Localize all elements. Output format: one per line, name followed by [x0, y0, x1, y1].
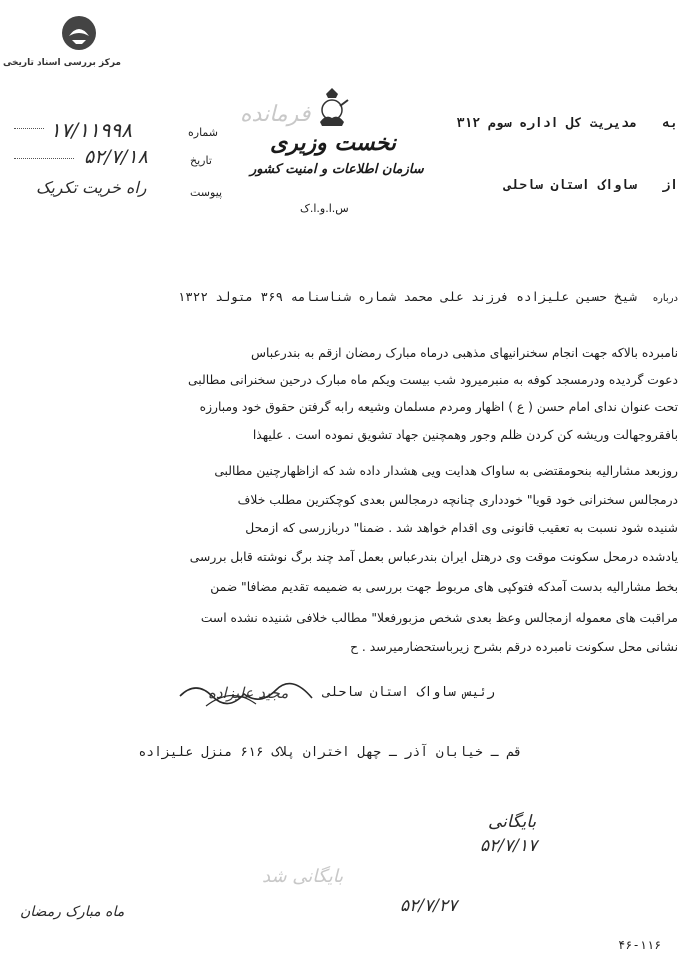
attachment-label: پیوست	[190, 186, 223, 199]
signature-title: رئیس ساواک استان ساحلی	[322, 685, 495, 700]
crest-title: نخست وزیری	[270, 130, 396, 156]
margin-note-date: ۵۲/۷/۱۷	[480, 836, 538, 856]
number-value: ۱۷/۱۱۹۹۸	[50, 118, 132, 142]
date-value: ۵۲/۷/۱۸	[84, 146, 148, 168]
subject-prefix: درباره	[652, 293, 678, 304]
body-line: نشانی محل سکونت نامبرده درقم بشرح زیرباستحضارمیرسد . ح	[350, 640, 678, 654]
body-line: درمجالس سخنرانی خود قویا" خودداری چنانچه درمجالس بعدی کوچکترین مطلب خلاف	[237, 493, 678, 507]
margin-note-date: ۵۲/۷/۲۷	[400, 896, 458, 916]
crest-code: س.ا.و.ا.ک	[300, 202, 349, 215]
attachment-value: راه خریت تکریک	[36, 178, 147, 197]
body-line: مراقبت های معموله ازمجالس وعظ بعدی شخص مزبورفعلا" مطالب خلافی شنیده نشده است	[200, 611, 678, 625]
date-label: تاریخ	[190, 154, 212, 167]
recipient-line	[457, 116, 678, 131]
dotted-rule	[14, 158, 74, 159]
body-line: دعوت گردیده ودرمسجد کوفه به منبرمیرود شب بیست ویکم ماه مبارک درحین سخنرانی مطالبی	[188, 373, 678, 387]
from-prefix: از	[662, 178, 678, 193]
subject-text: شیخ حسین علیزاده فرزند علی محمد شماره شناسنامه ۳۶۹ متولد ۱۳۲۲	[177, 289, 637, 304]
signature-name: مجید علیزاده	[208, 684, 289, 702]
crest-subtitle: سازمان اطلاعات و امنیت کشور	[250, 162, 424, 177]
archive-org-name: مرکز بررسی اسناد تاریخی	[2, 58, 121, 68]
left-margin-note: ماه مبارک رمضان	[20, 904, 125, 920]
faint-stamp: فرمانده	[240, 102, 311, 127]
body-line: تحت عنوان ندای امام حسن ( ع ) اظهار ومردم مسلمان وشیعه رابه گرفتن حقوق خود ومبارزه	[199, 400, 678, 414]
margin-note-text: بایگانی	[488, 812, 537, 832]
lion-and-sun-emblem-icon	[312, 88, 352, 130]
archive-logo-icon	[60, 14, 98, 52]
body-line: نامبرده بالاکه جهت انجام سخنرانیهای مذهبی درماه مبارک رمضان ازقم به بندرعباس	[251, 346, 678, 360]
address-line: قم ـ خیابان آذر ـ چهل اختران پلاک ۶۱۶ منزل علیزاده	[138, 745, 522, 760]
to-text: مدیریت کل اداره سوم ۳۱۲	[456, 116, 637, 131]
ministry-crest	[230, 88, 430, 238]
body-line: روزبعد مشارالیه بنحومقتضی به ساواک هدایت ویی هشدار داده شد که ازاظهارچنین مطالبی	[214, 464, 678, 478]
to-prefix: به	[662, 116, 678, 131]
margin-note-faint: بایگانی شد	[262, 866, 344, 887]
body-line: شنیده شود نسبت به تعقیب قانونی وی اقدام خواهد شد . ضمنا" دربازرسی که ازمحل	[245, 521, 678, 535]
archive-watermark	[2, 14, 121, 70]
body-line: بافقروجهالت وریشه کن کردن ظلم وجور وهمچنین جهاد تشویق نموده است . علیهذا	[252, 428, 678, 442]
subject-line	[178, 289, 678, 304]
dotted-rule	[14, 128, 44, 129]
body-line: بخط مشارالیه بدست آمدکه فتوکپی های مربوط جهت بررسی به ضمیمه تقدیم مضافا" ضمن	[210, 580, 678, 594]
number-label: شماره	[188, 126, 219, 139]
sender-line	[504, 178, 678, 193]
signature-scribble-icon	[176, 676, 316, 716]
from-text: ساواک استان ساحلی	[503, 178, 637, 193]
page-reference: ۴۶-۱۱۶	[618, 938, 662, 952]
body-line: یادشده درمحل سکونت موقت وی درهتل ایران بندرعباس بعمل آمد چند برگ نوشته قابل بررسی	[189, 550, 678, 564]
